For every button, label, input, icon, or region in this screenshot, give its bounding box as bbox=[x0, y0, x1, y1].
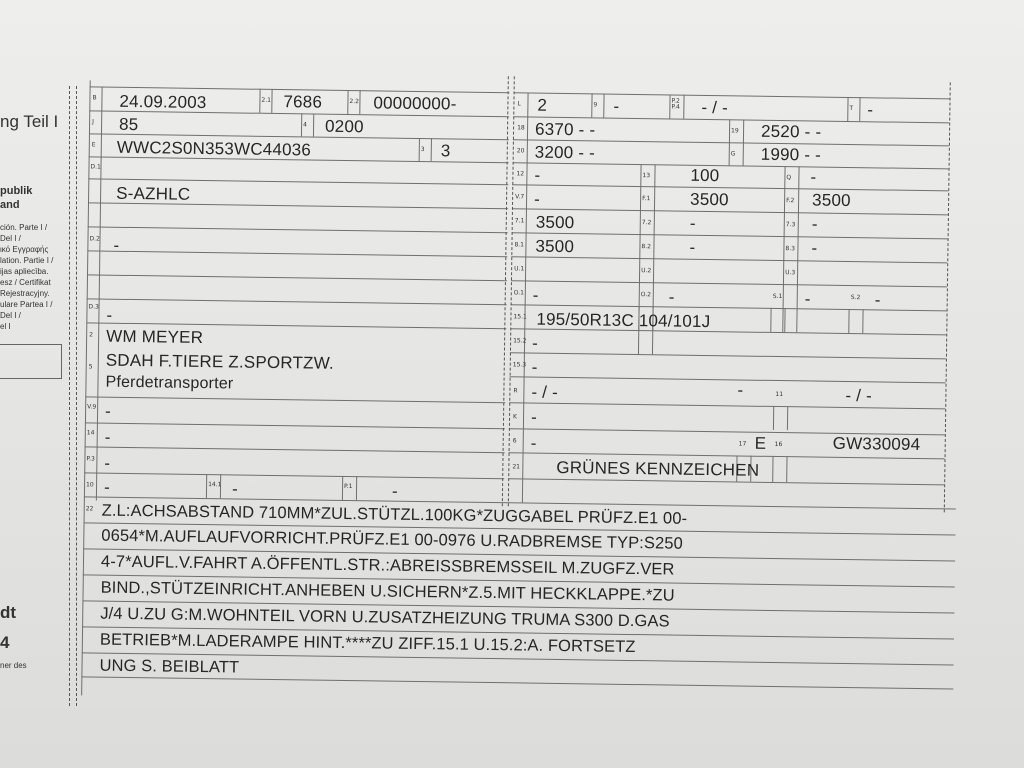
f81-value: 3500 bbox=[535, 236, 575, 257]
rule bbox=[603, 94, 604, 118]
f71-value: 3500 bbox=[535, 212, 575, 233]
translation-line: el I bbox=[0, 322, 11, 331]
bottom-fragment: dt bbox=[0, 603, 17, 622]
f152-value: - bbox=[531, 333, 539, 353]
f2-value: 3500 bbox=[811, 190, 851, 211]
field-code: 6 bbox=[512, 437, 517, 445]
field-code: 14.1 bbox=[208, 481, 222, 489]
field-code: P.1 bbox=[344, 482, 353, 491]
rule bbox=[87, 250, 507, 257]
translation-line: esz / Certifikat bbox=[0, 278, 51, 287]
field-code: K bbox=[513, 413, 518, 421]
field-code: S.1 bbox=[772, 292, 783, 301]
f10-value: - bbox=[103, 477, 111, 497]
rule bbox=[342, 476, 343, 500]
f72-value: - bbox=[689, 213, 696, 233]
field-code: 13 bbox=[642, 172, 651, 180]
rule bbox=[772, 456, 773, 482]
rule bbox=[509, 402, 945, 409]
field-code: 4 bbox=[303, 121, 307, 129]
rule bbox=[512, 232, 948, 239]
rule bbox=[259, 89, 260, 113]
field-code: 20 bbox=[516, 147, 525, 155]
field-code: 3 bbox=[420, 146, 425, 154]
axles-value: 2 bbox=[537, 95, 548, 115]
field-code: P.3 bbox=[86, 455, 95, 463]
rule bbox=[669, 94, 670, 118]
field-code: 8.1 bbox=[514, 241, 525, 249]
mass-g-value: 1990 - - bbox=[760, 144, 822, 165]
field-code: 15.2 bbox=[513, 337, 527, 345]
field-code: V.7 bbox=[515, 193, 525, 201]
p1-value: - bbox=[391, 481, 399, 501]
rule bbox=[787, 406, 788, 430]
rule bbox=[512, 208, 948, 215]
field-code: 12 bbox=[516, 170, 525, 178]
field-code: 5 bbox=[88, 363, 93, 371]
f82-value: - bbox=[689, 237, 696, 257]
field-code: 9 bbox=[593, 101, 598, 109]
field-code: S.2 bbox=[850, 294, 861, 302]
translation-line: ulare Partea I / bbox=[0, 300, 53, 309]
field-code: 8.2 bbox=[641, 243, 652, 251]
length-value: 6370 - - bbox=[534, 119, 596, 140]
field-code: T bbox=[849, 104, 854, 113]
bottom-fragment: 4 bbox=[0, 633, 10, 652]
field-code: 19 bbox=[731, 127, 739, 135]
code-2-2-value: 00000000- bbox=[373, 93, 457, 114]
dashed-border bbox=[944, 82, 951, 512]
rule bbox=[847, 97, 848, 121]
field-code: F.2 bbox=[786, 197, 795, 205]
field-code: 8.3 bbox=[785, 245, 796, 253]
rule bbox=[96, 87, 103, 501]
type-line-2: Pferdetransporter bbox=[105, 373, 234, 393]
field-code: 21 bbox=[512, 463, 521, 471]
rule bbox=[513, 162, 949, 169]
code-2-1-value: 7686 bbox=[283, 92, 323, 112]
field-code: G bbox=[730, 150, 736, 158]
translation-line: Del I / bbox=[0, 234, 21, 243]
field-code: F.1 bbox=[642, 195, 651, 203]
f17-value: E bbox=[754, 433, 767, 453]
vin-value: WWC2S0N353WC44036 bbox=[116, 137, 312, 160]
rule bbox=[773, 406, 774, 430]
rule bbox=[508, 478, 944, 485]
f9-value: - bbox=[613, 96, 620, 116]
rule bbox=[862, 309, 863, 333]
rule bbox=[84, 472, 504, 479]
v9-value: - bbox=[104, 401, 112, 421]
f13-value: 100 bbox=[690, 165, 720, 186]
r-extra-dash: - bbox=[737, 380, 744, 400]
height-value: 3200 - - bbox=[534, 142, 596, 163]
code-4-value: 0200 bbox=[324, 116, 364, 137]
f73-value: - bbox=[811, 214, 818, 234]
field-code: U.1 bbox=[514, 265, 525, 273]
field-code: 14 bbox=[86, 429, 95, 437]
field-code: 10 bbox=[86, 481, 94, 489]
rule bbox=[511, 256, 947, 263]
f14-value: - bbox=[104, 427, 111, 447]
field-code: D.3 bbox=[88, 303, 99, 311]
rule bbox=[87, 274, 507, 281]
type-line-1: SDAH F.TIERE Z.SPORTZW. bbox=[105, 350, 335, 373]
field-code: 7.1 bbox=[514, 217, 525, 225]
f12-value: - bbox=[534, 165, 541, 185]
s1-value: - bbox=[804, 289, 811, 309]
rule bbox=[510, 352, 946, 359]
rule bbox=[848, 309, 849, 333]
t-value: - bbox=[867, 100, 874, 120]
field-code: 18 bbox=[517, 124, 525, 132]
rule bbox=[359, 90, 360, 114]
f153-value: - bbox=[531, 357, 538, 377]
rule bbox=[88, 226, 508, 233]
rule bbox=[347, 90, 348, 114]
date-first-registration: 24.09.2003 bbox=[119, 91, 207, 113]
d2-dash: - bbox=[113, 235, 120, 255]
field-code: O.2 bbox=[640, 291, 652, 299]
field-code: 17 bbox=[738, 440, 747, 448]
rule bbox=[85, 396, 505, 403]
rule bbox=[770, 308, 771, 332]
p2p4-value: - / - bbox=[701, 97, 729, 118]
field-code: V.9 bbox=[87, 403, 97, 411]
rule bbox=[419, 138, 420, 161]
field-code: J bbox=[92, 118, 94, 126]
f6-value: - bbox=[530, 433, 537, 453]
make-value: WM MEYER bbox=[106, 326, 204, 347]
q-value: - bbox=[810, 167, 817, 187]
field-code: U.2 bbox=[641, 267, 652, 275]
part-label: ng Teil I bbox=[0, 112, 59, 131]
field-code: 2 bbox=[89, 331, 94, 339]
r-value: - / - bbox=[531, 382, 559, 402]
translation-line: ijas apliecība. bbox=[0, 267, 49, 276]
o1-value: - bbox=[532, 285, 539, 305]
rule bbox=[206, 474, 207, 498]
remark-line: Z.L:ACHSABSTAND 710MM*ZUL.STÜTZL.100KG*ZUGGABEL PRÜFZ.E1 00- bbox=[101, 501, 688, 528]
translation-line: ción. Parte I / bbox=[0, 223, 48, 232]
field-code: D.2 bbox=[89, 235, 100, 243]
k-value: - bbox=[530, 407, 538, 427]
field-code: 15.3 bbox=[512, 361, 527, 369]
field-code: U.3 bbox=[785, 269, 796, 277]
field-code: B bbox=[92, 94, 97, 102]
s2-value: - bbox=[874, 290, 881, 310]
margin-box bbox=[0, 344, 62, 379]
rule bbox=[271, 89, 272, 113]
field-code: O.1 bbox=[513, 289, 525, 297]
registration-form bbox=[53, 60, 992, 733]
f21-value: GRÜNES KENNZEICHEN bbox=[556, 457, 760, 480]
rule bbox=[511, 280, 947, 287]
translation-line: Rejestracyjny. bbox=[0, 289, 50, 298]
rule bbox=[356, 476, 357, 500]
field-code: 7.3 bbox=[785, 221, 796, 229]
rule bbox=[301, 113, 302, 136]
field-code: L bbox=[517, 100, 521, 108]
rule bbox=[510, 328, 946, 335]
translation-line: lation. Partie I / bbox=[0, 256, 54, 265]
rule bbox=[591, 93, 592, 117]
rule bbox=[88, 202, 508, 209]
rule bbox=[796, 308, 797, 332]
rule bbox=[431, 138, 432, 161]
translation-line: Del I / bbox=[0, 311, 21, 320]
rule bbox=[784, 308, 785, 332]
d3-value: - bbox=[106, 305, 113, 325]
rule bbox=[85, 446, 505, 453]
field-code: Q bbox=[786, 174, 792, 182]
bottom-fragment: ner des bbox=[0, 661, 27, 670]
field-code: 2.1 bbox=[261, 96, 272, 104]
o2-value: - bbox=[668, 287, 675, 307]
rule bbox=[510, 376, 946, 383]
remark-line: BIND.,STÜTZEINRICHT.ANHEBEN U.SICHERN*Z.5.MIT HECKKLAPPE.*ZU bbox=[100, 578, 675, 605]
field-code: 16 bbox=[774, 440, 783, 449]
remark-line: 0654*M.AUFLAUFVORRICHT.PRÜFZ.E1 00-0976 U.RADBREMSE TYP:S250 bbox=[101, 526, 683, 553]
rule bbox=[313, 114, 314, 137]
rule bbox=[859, 97, 860, 121]
f11-value: - / - bbox=[845, 385, 873, 406]
rule bbox=[87, 298, 507, 305]
country-line-1: publik bbox=[0, 185, 33, 197]
check-digit-value: 3 bbox=[440, 141, 451, 161]
field-code: 22 bbox=[85, 505, 94, 513]
rule bbox=[81, 676, 953, 689]
f83-value: - bbox=[811, 238, 818, 258]
tyres-value: 195/50R13C 104/101J bbox=[536, 309, 711, 332]
field-code: R bbox=[513, 387, 518, 395]
v7-value: - bbox=[533, 189, 541, 209]
field-code: 11 bbox=[775, 390, 784, 399]
f19-value: 2520 - - bbox=[760, 121, 822, 142]
rule bbox=[514, 92, 950, 99]
remark-line: 4-7*AUFL.V.FAHRT A.ÖFFENTL.STR.:ABREISSBREMSSEIL M.ZUGFZ.VER bbox=[100, 552, 675, 579]
field-code: E bbox=[91, 141, 96, 149]
remark-line: UNG S. BEIBLATT bbox=[99, 656, 240, 677]
country-line-2: and bbox=[0, 199, 20, 211]
f16-value: GW330094 bbox=[832, 433, 921, 455]
rule bbox=[85, 422, 505, 429]
translation-line: ικό Εγγραφής bbox=[0, 245, 49, 254]
p3-value: - bbox=[104, 453, 111, 473]
f1-value: 3500 bbox=[689, 189, 729, 210]
vehicle-class-value: 85 bbox=[118, 114, 139, 135]
field-code: 7.2 bbox=[641, 219, 652, 227]
remark-line: BETRIEB*M.LADERAMPE HINT.****ZU ZIFF.15.1 U.15.2:A. FORTSETZ bbox=[99, 630, 636, 657]
f141-value: - bbox=[231, 479, 239, 499]
rule bbox=[786, 456, 787, 482]
field-code: 2.2 bbox=[349, 98, 360, 106]
field-code: D.1 bbox=[90, 163, 101, 171]
remark-line: J/4 U.ZU G:M.WOHNTEIL VORN U.ZUSATZHEIZUNG TRUMA S300 D.GAS bbox=[100, 604, 670, 631]
field-code: P.2 P.4 bbox=[671, 97, 680, 111]
license-plate-value: S-AZHLC bbox=[116, 183, 191, 204]
field-code: 15.1 bbox=[513, 313, 527, 321]
rule bbox=[512, 184, 948, 191]
